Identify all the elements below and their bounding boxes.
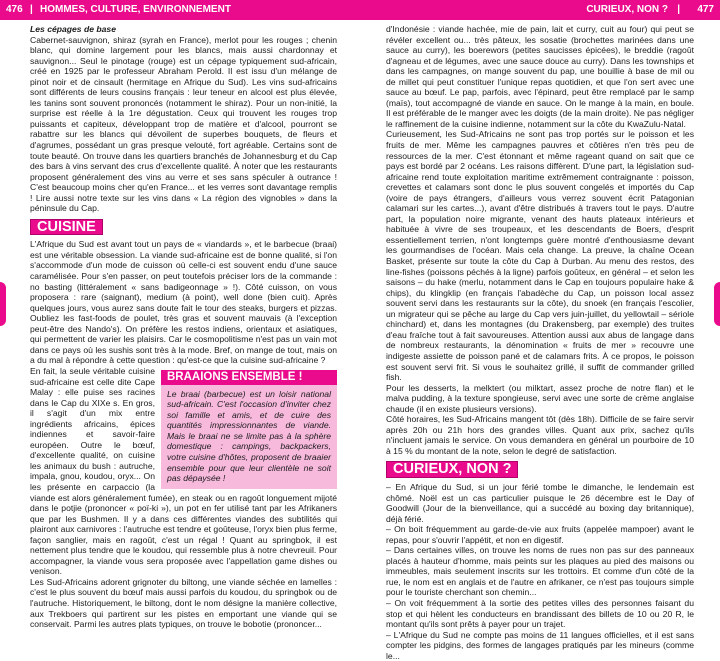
page-header — [0, 0, 720, 20]
curieux-section-title: CURIEUX, NON ? — [386, 461, 518, 478]
running-title-left: HOMMES, CULTURE, ENVIRONNEMENT — [40, 4, 231, 15]
left-column — [30, 24, 337, 630]
braai-box-body: Le braai (barbecue) est un loisir national sud-africain. C'est l'occasion d'inviter chez soi famille et amis, et de cuire des quantités impressionnantes de viande. Mais le braai ne se limite pas à la sphère domestique : campings, backpackers, votre cuisine d'hôtes, proposent de braaier ensemble pour que leur clientèle ne soit pas dépaysée ! — [161, 385, 337, 489]
header-separator-left: | — [30, 4, 33, 15]
braai-box — [161, 370, 337, 489]
curieux-item: – L'Afrique du Sud ne compte pas moins de 11 langues officielles, et il est sans compter les pidgins, des formes de langages pratiqués par les mineurs (comme le... — [386, 629, 694, 661]
cepages-paragraph: Cabernet-sauvignon, shiraz (syrah en France), merlot pour les rouges ; chenin blanc, qui domine largement pour les blancs, mais aussi chardonnay et sauvignon... Seul le pinotage (rouge) est un cépage typiquement sud-africain, créé en 1925 par le professeur Abraham Perold. Il est issu d'un mélange de pinot noir et de cinsault (hermitage en Afrique du Sud). Les vins sud-africains sont différents de leurs cousins français : leur teneur en alcool est plus élevée, les tanins sont souvent prononcés (notamment le shiraz). Pour un non-initié, la surprise est réelle à la 1re dégustation. Ceux qui trouvent les rouges trop puissants et capiteux, développant trop de matière et d'alcool, pourront se rabattre sur les blancs qui dévoilent de superbes bouquets, de fleurs et d'agrumes, possédant un gras presque velouté, fort agréable. Certains sont de toute beauté. On trouve dans les quartiers branchés de Johannesburg et du Cap des bars à vins servant des crus d'excellente qualité. À noter que les restaurants proposent généralement des vins au verre et ses sans spéculer à outrance ! C'est beaucoup moins cher qu'en France... et les verres sont davantage remplis ! Lire aussi notre texte sur les vins dans « La région des vignobles » dans la péninsule du Cap. — [30, 34, 337, 214]
page-number-right: 477 — [697, 4, 714, 15]
desserts-paragraph: Pour les desserts, la melktert (ou milktart, assez proche de notre flan) et le malva pudding, à la texture spongieuse, servi avec une sorte de crème anglaise chaude (il en existe plusieurs versions). — [386, 382, 694, 414]
curieux-item: – Dans certaines villes, on trouve les noms de rues non pas sur des panneaux placés à hauteur d'homme, mais peints sur les plaques au pied des maisons ou immeubles, mais seulement inscrits sur les trottoirs. Et comme d'un côté de la rue, le nom est en anglais et de l'autre en afrikaner, ce n'est pas toujours simple pour le touriste cherchant son chemin... — [386, 545, 694, 598]
right-column — [386, 24, 694, 661]
curieux-item: – On voit fréquemment à la sortie des petites villes des personnes faisant du stop et qui hèlent les conducteurs en brandissant des billets de 10 ou 20 R, le montant qu'ils sont prêts à payer pour un trajet. — [386, 597, 694, 630]
dishes-paragraph: d'Indonésie : viande hachée, mie de pain, lait et curry, cuit au four) qui peut se révéler excellent ou... très pâteux, les sosatie (brochettes marinées dans une sauce au curry), les boerewors (petites saucisses épicées), le breddie (ragoût d'agneau et de légumes, avec une sauce douce au curry). Dans les townships et dans les campagnes, on mange souvent du pap, une bouillie à base de mil ou de millet qui peut constituer l'unique repas quotidien, et que l'on sert avec une sauce au bœuf. Le pap, parfois, avec l'épinard, peut être remplacé par le samp (maïs), tout accompagné de viande en sauce. On le mange à la main, en boule. Il est préférable de le manger avec les doigts (de la main droite). Ne pas négliger le raffinement de la cuisine indienne, notamment sur la côte du KwaZulu-Natal. — [386, 24, 694, 129]
seafood-paragraph: Curieusement, les Sud-Africains ne sont pas trop portés sur le poisson et les fruits de mer. Même les campagnes pauvres et côtières n'en très peu de ressources de la mer. C'est étonnant et même rageant quand on sait que ce pays est bordé par 2 océans. Les raisons diffèrent. D'une part, la législation sud-africaine rend toute exploitation maritime extrêmement contraignante : poisson, crevettes et calamars sont donc le plus souvent congelés et importés du Cap (voire de pays étrangers, d'ailleurs vous verrez souvent écrit Patagonian calamari sur les cartes...), avant d'être distribués à travers tout le pays. D'autre part, la population noire migrante, venant des hauts plateaux intérieurs et habituée à vivre de ses troupeaux, et les descendants de Boers, d'esprit essentiellement terrien, n'ont longtemps guère montré d'enthousiasme devant les gourmandises de l'océan. Mais cela change. La preuve, la chaîne Ocean Basket, présente sur toute la côte du Cap à Durban. Au menu des restos, des line-fishes (poissons péchés à la ligne) parfois goûteux, en général – et selon les saisons – du hake (merlu, notamment dans le Cap en toujours populaire hake & chips), du klingklip (en français l'abadèche du Cap, un poisson local assez souvent servi dans les restaurants sur la côte), du snoek (en français l'escolier, un migrateur qui se pêche au large du Cap vers juin-juillet, du yellowtail – sériole chinchard) et, dans les montagnes (du Drakensberg, par exemple) des truites d'eau fraîche tout à fait savoureuses. Attention aussi aux abus de langage dans de nombreux restaurants, la dénomination « fruits de mer » recouvre une indigeste assiette de poisson pané et de calamars frits. À ce propos, le poisson est souvent servi frit. Si vous le souhaitez grillé, il suffit de commander grilled fish. — [386, 129, 694, 383]
curieux-item: – En Afrique du Sud, si un jour férié tombe le dimanche, le lendemain est chômé. Noël est un cas particulier puisque le 26 décembre est le Day of Goodwill (Jour de la bienveillance, qui a succédé au boxing day britannique), déjà férié. — [386, 481, 694, 524]
cuisine-section-title: CUISINE — [30, 219, 103, 236]
biltong-paragraph: Les Sud-Africains adorent grignoter du biltong, une viande séchée en lamelles : c'est le plus souvent du bœuf mais aussi parfois du koudou, du springbok ou de l'autruche. Historiquement, le biltong, dont le nom désigne la manière collective, aux Trekboers qui partirent sur les pistes en emportant une viande qui se conservait. Parmi les autres plats typiques, on trouve le bobotie (prononcer... — [30, 576, 337, 630]
header-separator-right: | — [677, 4, 680, 15]
curieux-item: – On boit fréquemment au garde-de-vie aux fruits (appelée mampoer) avant le repas, pour s'ouvrir l'appétit, et non en digestif. — [386, 524, 694, 545]
cuisine-paragraph: L'Afrique du Sud est avant tout un pays de « viandards », et le barbecue (braai) est une véritable obsession. La viande sud-africaine est de bonne qualité, si l'on s'accommode d'un mode de cuisson où celle-ci est souvent endu d'une sauce caramélisée. Pour s'en passer, on peut toutefois préciser lors de la commande : no basting (littéralement « sans badigeonnage » !). Côté cuisson, on vous proposera : rare (saignant), medium (à point), well done (bien cuit). Après quelques jours, vous aurez sans doute fait le tour des steaks, burgers et pizzas. Oubliez les fast-foods de poulet, très gras et souvent mauvais (à l'exception peut-être des Nando's). On préfère les restos indiens, orientaux et asiatiques, qui permettent de varier les plaisirs. Car le cosmopolitisme n'est pas un vain mot dans ce pays où les sushis sont très à la mode. Bref, on mange de tout, mais on a du mal à répondre à cette question : qu'est-ce que la cuisine sud-africaine ? — [30, 239, 337, 366]
thumb-tab-left — [0, 282, 6, 326]
running-title-right: CURIEUX, NON ? — [586, 4, 668, 15]
hours-paragraph: Côté horaires, les Sud-Africains mangent tôt (dès 18h). Difficile de se faire servir après 20h ou 21h hors des grandes villes. Quant aux prix, sachez qu'ils n'incluent jamais le service. On vous demandera en général un pourboire de 10 à 15 % du montant de la note, selon le degré de satisfaction. — [386, 414, 694, 456]
braai-box-title: BRAAIONS ENSEMBLE ! — [161, 370, 337, 385]
page-number-left: 476 — [6, 4, 23, 15]
cepages-heading: Les cépages de base — [30, 24, 116, 34]
thumb-tab-right — [714, 282, 720, 326]
cape-malay-paragraph: En fait, la seule véritable cuisine sud-africaine est celle dite Cape Malay : elle puise ses racines dans le Cap du XIXe s. En gros, il s'agit d'un mix entre ingrédients africains, épices indiennes et savoir-faire européen. Outre le bœuf, d'excellente qualité, on cuisine les animaux du bush : autruche, impala, gnou, koudou, oryx... On les présente en carpaccio (la viande est alors généralement fumée), en steak ou en ragoût longuement mijoté dans le potjie (prononcer « poï-ki »), un pot en fer utilisé tant par les Afrikaners que par les Bushmen. Il y a dans ces différentes viandes des subtilités qui plairont aux carnivores : l'autruche est tendre et goûteuse, l'oryx bien plus ferme, façon sanglier, mais en ragoût, c'est un régal ! Quant au springbok, il est nettement plus tendre que le koudou, qui ressemble plus à notre chevreuil. Pour accompagner, la viande vous sera proposée avec l'appellation game dishes ou venison. — [30, 365, 337, 577]
